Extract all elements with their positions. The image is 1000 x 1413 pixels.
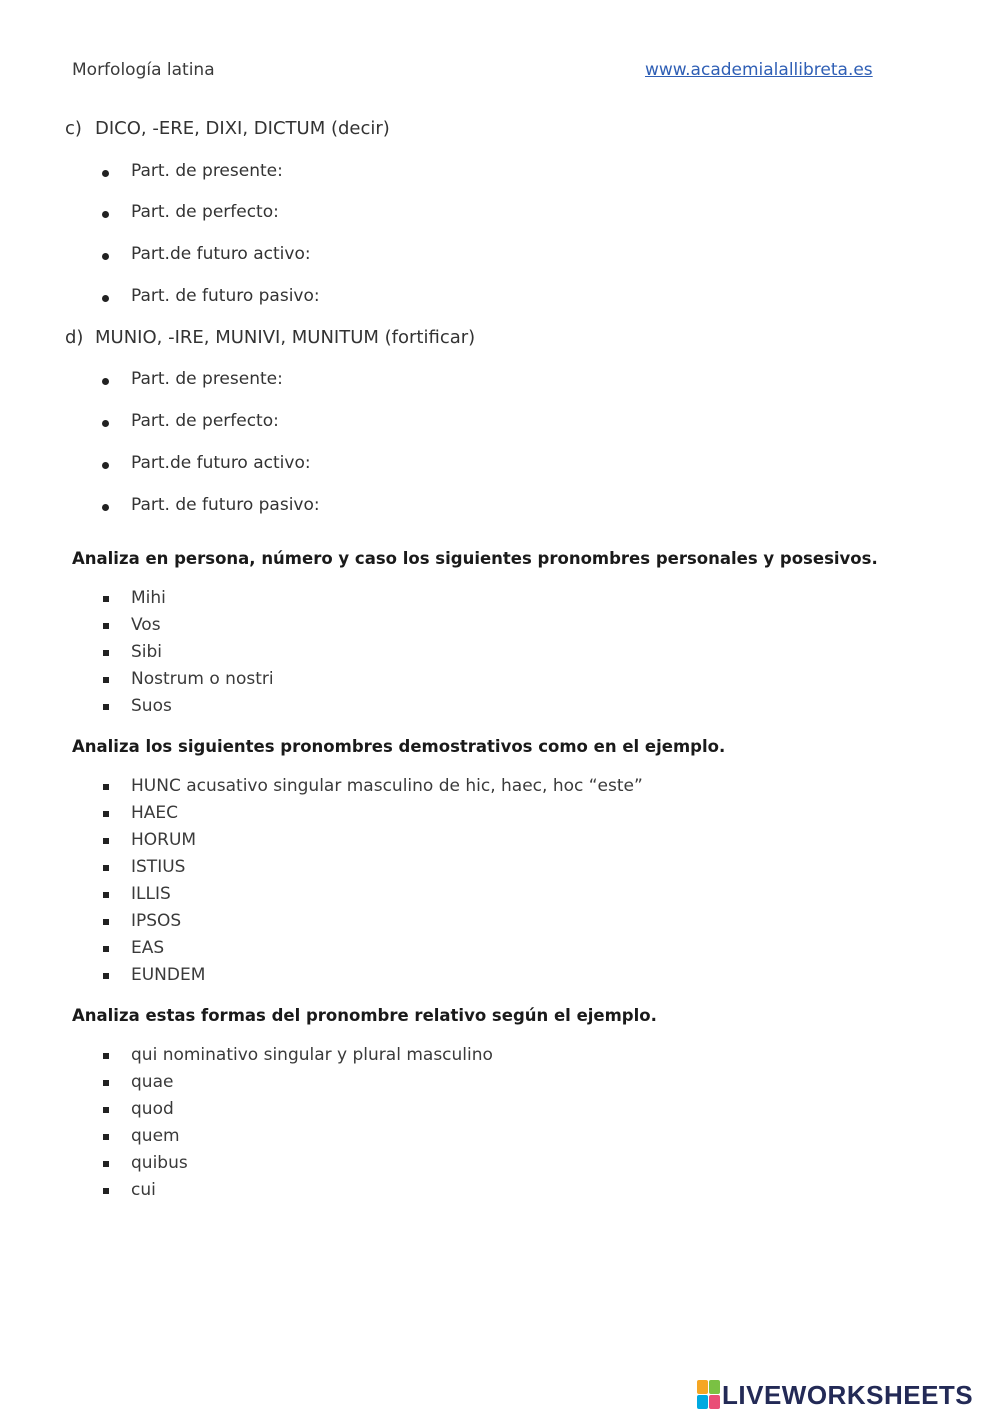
bullet-square-icon <box>103 892 109 898</box>
list-item: HUNC acusativo singular masculino de hic, haec, hoc “este” <box>131 776 643 796</box>
list-item: ISTIUS <box>131 857 186 877</box>
list-item: Part. de futuro pasivo: <box>131 495 320 515</box>
list-item: Mihi <box>131 588 166 608</box>
section-d-title: MUNIO, -IRE, MUNIVI, MUNITUM (fortificar) <box>95 327 476 348</box>
liveworksheets-logo-text: LIVEWORKSHEETS <box>722 1380 974 1410</box>
bullet-square-icon <box>103 677 109 683</box>
section-d-marker: d) <box>65 327 84 348</box>
bullet-dot-icon <box>102 211 109 218</box>
bullet-square-icon <box>103 623 109 629</box>
list-item: ILLIS <box>131 884 171 904</box>
bullet-square-icon <box>103 704 109 710</box>
bullet-square-icon <box>103 596 109 602</box>
list-item: quem <box>131 1126 180 1146</box>
liveworksheets-logo-icon <box>697 1380 721 1410</box>
list-item: IPSOS <box>131 911 182 931</box>
bullet-dot-icon <box>102 420 109 427</box>
bullet-dot-icon <box>102 378 109 385</box>
bullet-square-icon <box>103 865 109 871</box>
bullet-square-icon <box>103 1188 109 1194</box>
section-c-marker: c) <box>65 118 82 139</box>
list-item: Suos <box>131 696 172 716</box>
section-c-title: DICO, -ERE, DIXI, DICTUM (decir) <box>95 118 390 139</box>
list-item: Part. de presente: <box>131 161 283 181</box>
list-item: EUNDEM <box>131 965 206 985</box>
list-item: Nostrum o nostri <box>131 669 274 689</box>
bullet-square-icon <box>103 1107 109 1113</box>
list-item: cui <box>131 1180 156 1200</box>
list-item: EAS <box>131 938 165 958</box>
bullet-square-icon <box>103 919 109 925</box>
bullet-square-icon <box>103 1080 109 1086</box>
list-item: Part.de futuro activo: <box>131 244 311 264</box>
list-item: qui nominativo singular y plural masculino <box>131 1045 493 1065</box>
list-item: Sibi <box>131 642 163 662</box>
bullet-square-icon <box>103 650 109 656</box>
bullet-dot-icon <box>102 253 109 260</box>
bullet-dot-icon <box>102 295 109 302</box>
bullet-square-icon <box>103 1053 109 1059</box>
exercise-demonstrative-heading: Analiza los siguientes pronombres demostrativos como en el ejemplo. <box>72 737 726 756</box>
list-item: quae <box>131 1072 174 1092</box>
list-item: quod <box>131 1099 174 1119</box>
header-title: Morfología latina <box>72 60 215 80</box>
list-item: quibus <box>131 1153 188 1173</box>
bullet-square-icon <box>103 811 109 817</box>
list-item: Part. de perfecto: <box>131 411 279 431</box>
list-item: HORUM <box>131 830 197 850</box>
bullet-square-icon <box>103 838 109 844</box>
list-item: Part. de futuro pasivo: <box>131 286 320 306</box>
bullet-dot-icon <box>102 462 109 469</box>
bullet-dot-icon <box>102 170 109 177</box>
bullet-square-icon <box>103 1134 109 1140</box>
list-item: Part.de futuro activo: <box>131 453 311 473</box>
bullet-square-icon <box>103 784 109 790</box>
bullet-dot-icon <box>102 504 109 511</box>
bullet-square-icon <box>103 946 109 952</box>
website-link[interactable]: www.academialallibreta.es <box>645 60 873 80</box>
bullet-square-icon <box>103 973 109 979</box>
exercise-relative-heading: Analiza estas formas del pronombre relativo según el ejemplo. <box>72 1006 657 1025</box>
exercise-personal-heading: Analiza en persona, número y caso los siguientes pronombres personales y posesivos. <box>72 549 878 568</box>
bullet-square-icon <box>103 1161 109 1167</box>
list-item: Vos <box>131 615 161 635</box>
list-item: HAEC <box>131 803 179 823</box>
list-item: Part. de perfecto: <box>131 202 279 222</box>
list-item: Part. de presente: <box>131 369 283 389</box>
